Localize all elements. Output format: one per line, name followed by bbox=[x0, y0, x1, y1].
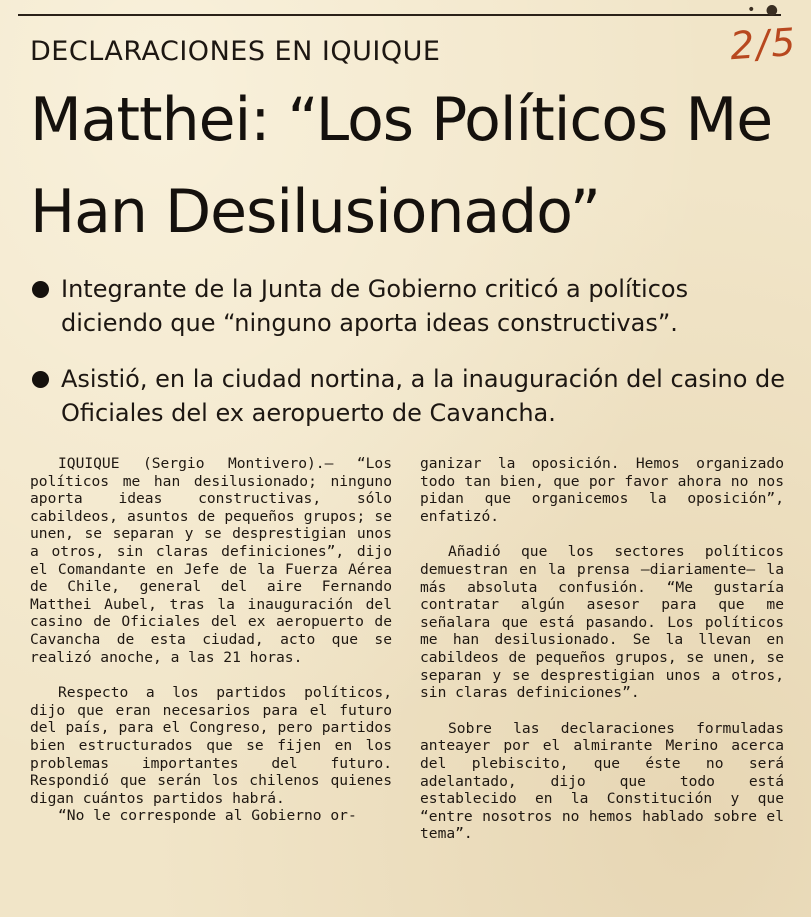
bullet-dot-icon bbox=[32, 281, 49, 298]
summary-bullets bbox=[30, 272, 790, 452]
kicker: DECLARACIONES EN IQUIQUE bbox=[30, 36, 441, 67]
paragraph: ganizar la oposición. Hemos organizado todo tan bien, que por favor ahora no nos pidan que organicemos la oposición”, enfatizó. bbox=[420, 455, 784, 525]
paragraph: Añadió que los sectores políticos demuestran en la prensa —diariamente— la más absoluta confusión. “Me gustaría contratar algún asesor para que me señalara que está pasando. Los políticos me han desilusionado. Se la llevan en cabildeos de pequeños grupos, se unen, se separan y se desprestigian unos a otros, sin claras definiciones”. bbox=[420, 543, 784, 702]
article-column-left bbox=[30, 455, 392, 843]
bullet-text: Integrante de la Junta de Gobierno criticó a políticos diciendo que “ninguno aporta ideas constructivas”. bbox=[61, 275, 689, 337]
top-marks: • ● bbox=[747, 2, 781, 18]
top-rule bbox=[18, 14, 781, 16]
headline: Matthei: “Los Políticos Me Han Desilusionado” bbox=[30, 85, 773, 247]
bullet-dot-icon bbox=[32, 371, 49, 388]
handwritten-page-note: 2/5 bbox=[728, 19, 799, 69]
bullet-text: Asistió, en la ciudad nortina, a la inauguración del casino de Oficiales del ex aeropuerto de Cavancha. bbox=[61, 365, 786, 427]
paragraph: Respecto a los partidos políticos, dijo que eran necesarios para el futuro del país, para el Congreso, pero partidos bien estructurados que se fijen en los problemas importantes del futuro. Respondió que serán los chilenos quienes digan cuántos partidos habrá. bbox=[30, 684, 392, 807]
bullet-item bbox=[30, 272, 790, 340]
paragraph: IQUIQUE (Sergio Montivero).— “Los políticos me han desilusionado; ninguno aporta ideas constructivas, sólo cabildeos, asuntos de pequeños grupos; se unen, se separan y se desprestigian unos a otros, sin claras definiciones”, dijo el Comandante en Jefe de la Fuerza Aérea de Chile, general del aire Fernando Matthei Aubel, tras la inauguración del casino de Oficiales del ex aeropuerto de Cavancha de esta ciudad, acto que se realizó anoche, a las 21 horas. bbox=[30, 455, 392, 666]
paragraph: “No le corresponde al Gobierno or- bbox=[58, 807, 357, 825]
bullet-item bbox=[30, 362, 790, 430]
paragraph: Sobre las declaraciones formuladas anteayer por el almirante Merino acerca del plebiscito, que éste no será adelantado, dijo que todo está establecido en la Constitución y que “entre nosotros no hemos hablado sobre el tema”. bbox=[420, 719, 784, 843]
article-column-right bbox=[420, 455, 784, 861]
